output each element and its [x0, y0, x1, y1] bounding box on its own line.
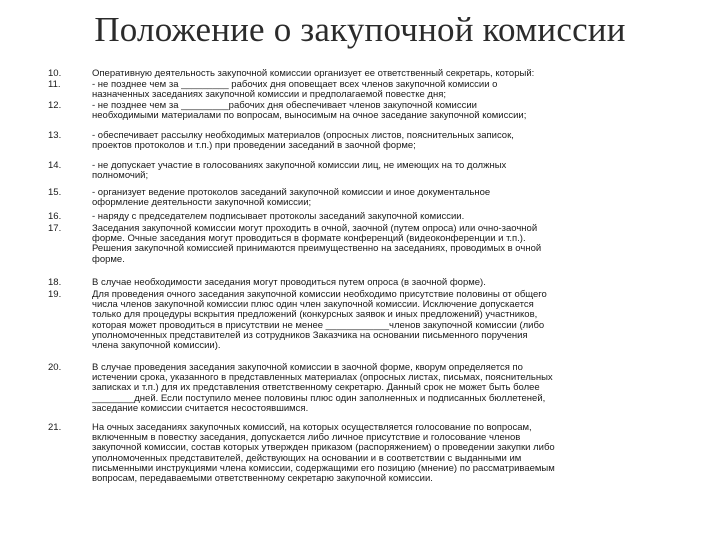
list-item [48, 80, 668, 100]
list-item [48, 101, 668, 121]
text-line: - не позднее чем за _________ рабочих дня оповещает всех членов закупочной комиссии о [92, 79, 498, 90]
text-line: необходимыми материалами по вопросам, выносимым на очное заседание закупочной комиссии; [92, 110, 527, 122]
text-line: включенным в повестку заседания, допускается либо личное присутствие и голосование членов [92, 432, 521, 444]
list-item-text [92, 131, 668, 151]
text-line: закупочной комиссии, состав которых утвержден приказом (распоряжением) о проведении закупки либо [92, 442, 555, 454]
text-line: вопросам, передаваемыми ответственному секретарю закупочной комиссии. [92, 473, 433, 485]
text-line: письменными инструкциями члена комиссии, содержащими его позицию (мнение) по рассматриваемым [92, 462, 555, 474]
text-line: числа членов закупочной комиссии плюс один член закупочной комиссии. Исключение допускается [92, 299, 534, 311]
list-item-text [92, 188, 668, 208]
list-item-number: 20. [48, 362, 62, 373]
text-line: заседание комиссии считается несостоявшимся. [92, 402, 309, 414]
list-item [48, 212, 668, 222]
list-item [48, 278, 668, 288]
text-line: В случае необходимости заседания могут проводиться путем опроса (в заочной форме). [92, 277, 486, 288]
text-line: полномочий; [92, 170, 149, 182]
list-item-number: 17. [48, 223, 62, 234]
list-item-text [92, 212, 668, 222]
text-line: Для проведения очного заседания закупочной комиссии необходимо присутствие половины от общего [92, 289, 547, 300]
list-item [48, 161, 668, 181]
text-line: оформление деятельности закупочной комиссии; [92, 197, 312, 209]
text-line: Заседания закупочной комиссии могут проходить в очной, заочной (путем опроса) или очно-заочной [92, 223, 538, 234]
list-item-number: 12. [48, 100, 62, 111]
list-item-text [92, 224, 668, 265]
list-item-text [92, 278, 668, 288]
list-item-number: 19. [48, 289, 62, 300]
page-title: Положение о закупочной комиссии [94, 10, 626, 49]
list-item-text [92, 363, 668, 414]
list-item-number: 21. [48, 422, 62, 433]
list-item [48, 423, 668, 484]
list-item-number: 11. [48, 79, 61, 90]
text-line: форме. Очные заседания могут проводиться в формате конференций (видеоконференции и т.п.). [92, 233, 526, 245]
text-line: истечении срока, указанного в представленных материалах (опросных листах, письмах, пояснительных [92, 372, 553, 384]
text-line: - наряду с председателем подписывает протоколы заседаний закупочной комиссии. [92, 211, 465, 222]
list-item [48, 131, 668, 151]
list-item-text [92, 69, 668, 79]
text-line: назначенных заседаниях закупочной комиссии и предполагаемой повестке дня; [92, 89, 446, 101]
text-line: члена закупочной комиссии). [92, 340, 221, 352]
list-item-text [92, 101, 668, 121]
text-line: - не допускает участие в голосованиях закупочной комиссии лиц, не имеющих на то должных [92, 160, 507, 171]
list-item [48, 363, 668, 414]
list-item-number: 13. [48, 130, 62, 141]
list-item-number: 15. [48, 187, 62, 198]
text-line: уполномоченных представителей из сотрудников Заказчика на основании письменного поручения [92, 329, 528, 341]
list-item-number: 16. [48, 211, 62, 222]
list-item [48, 224, 668, 265]
text-line: ________дней. Если поступило менее половины плюс один заполненных и подписанных бюллетеней, [92, 392, 546, 404]
text-line: Оперативную деятельность закупочной комиссии организует ее ответственный секретарь, который: [92, 68, 535, 79]
list-item-text [92, 161, 668, 181]
list-item-text [92, 423, 668, 484]
list-item-number: 18. [48, 277, 62, 288]
text-line: проектов протоколов и т.п.) при проведении заседаний в заочной форме; [92, 140, 416, 152]
list-item-number: 10. [48, 68, 62, 79]
text-line: В случае проведения заседания закупочной комиссии в заочной форме, кворум определяется по [92, 362, 523, 373]
text-line: записках и т.п.) для их представления ответственному секретарю. Данный срок не может быть более [92, 382, 540, 394]
text-line: Решения закупочной комиссией принимаются преимущественно на заседаниях, проводимых в очной [92, 243, 542, 255]
list-item [48, 290, 668, 351]
text-line: уполномоченных представителей, действующих на основании и в соответствии с выданными им [92, 452, 522, 464]
text-line: форме. [92, 253, 125, 265]
text-line: На очных заседаниях закупочных комиссий, на которых осуществляется голосование по вопросам, [92, 422, 532, 433]
text-line: которая может проводиться в присутствии не менее ____________членов закупочной комиссии (либо [92, 319, 545, 331]
list-item-number: 14. [48, 160, 62, 171]
list-item [48, 188, 668, 208]
list-item-text [92, 80, 668, 100]
list-item [48, 69, 668, 79]
text-line: - не позднее чем за _________рабочих дня обеспечивает членов закупочной комиссии [92, 100, 477, 111]
list-item-text [92, 290, 668, 351]
text-line: - обеспечивает рассылку необходимых материалов (опросных листов, пояснительных записок, [92, 130, 514, 141]
text-line: только для процедуры вскрытия предложений (конкурсных заявок и иных предложений) участников, [92, 309, 538, 321]
text-line: - организует ведение протоколов заседаний закупочной комиссии и иное документальное [92, 187, 491, 198]
